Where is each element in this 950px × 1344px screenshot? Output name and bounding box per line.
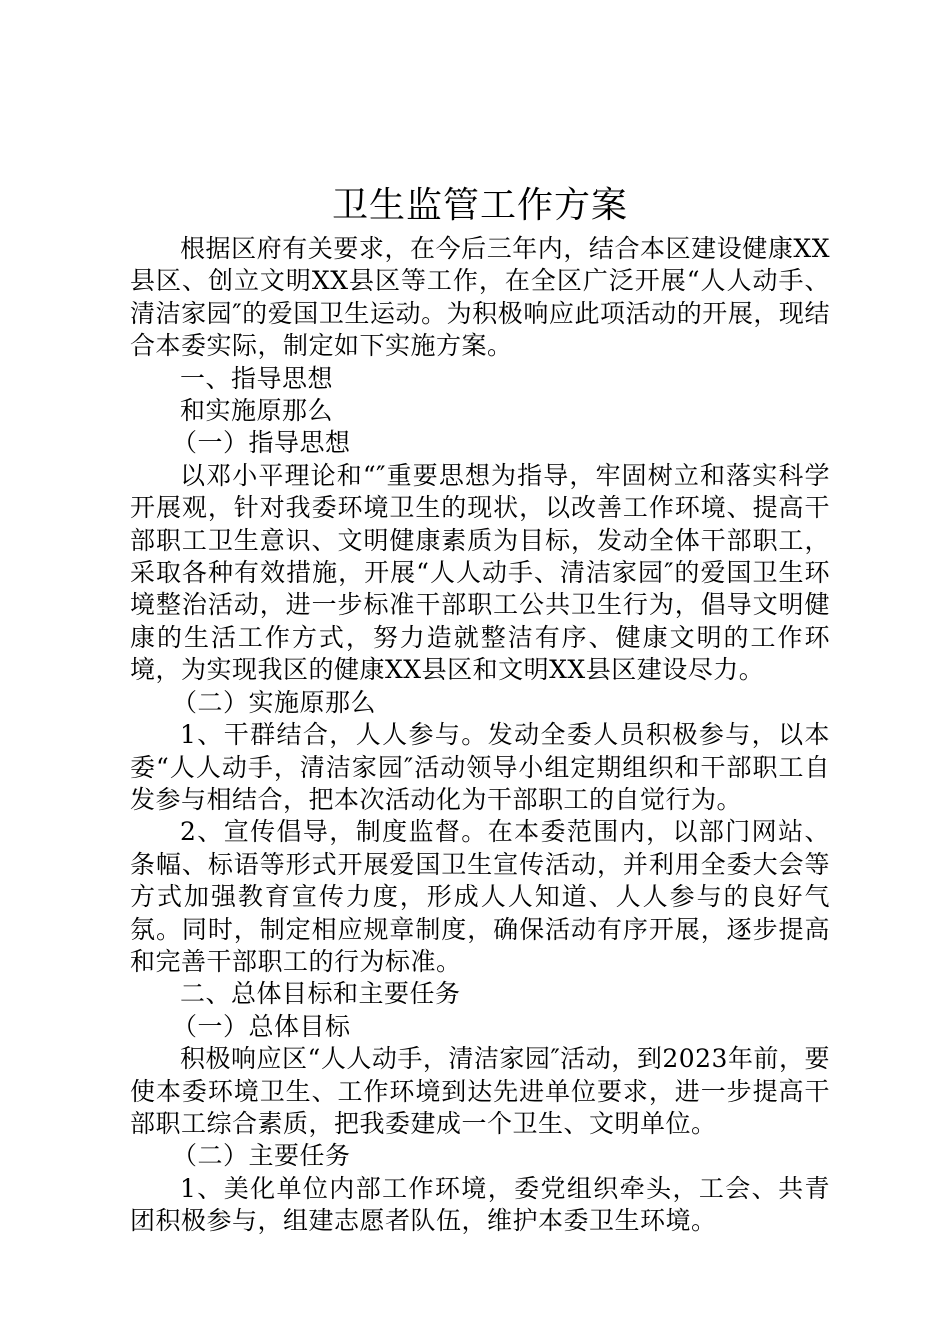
document-page — [130, 183, 830, 1238]
section-heading-guiding-thought: 一、指导思想 — [180, 363, 334, 393]
intro-paragraph: 根据区府有关要求，在今后三年内，结合本区建设健康XX县区、创立文明XX县区等工作，在全区广泛开展“人人动手、清洁家园″的爱国卫生运动。为积极响应此项活动的开展，现结合本委实际，制定如下实施方案。 — [130, 234, 830, 361]
overall-goal-paragraph: 积极响应区“人人动手，清洁家园″活动，到2023年前，要使本委环境卫生、工作环境到达先进单位要求，进一步提高干部职工综合素质，把我委建成一个卫生、文明单位。 — [130, 1044, 830, 1138]
principle-1-paragraph: 1、干群结合，人人参与。发动全委人员积极参与，以本委“人人动手，清洁家园″活动领导小组定期组织和干部职工自发参与相结合，把本次活动化为干部职工的自觉行为。 — [130, 720, 830, 814]
section-heading-goals-tasks: 二、总体目标和主要任务 — [180, 979, 461, 1009]
subheading-principles: （二）实施原那么 — [172, 687, 377, 717]
principle-2-paragraph: 2、宣传倡导，制度监督。在本委范围内，以部门网站、条幅、标语等形式开展爱国卫生宣传活动，并利用全委大会等方式加强教育宣传力度，形成人人知道、人人参与的良好气氛。同时，制定相应规章制度，确保活动有序开展，逐步提高和完善干部职工的行为标准。 — [130, 817, 830, 976]
subheading-main-tasks: （二）主要任务 — [172, 1141, 351, 1171]
subheading-guiding-thought: （一）指导思想 — [172, 428, 351, 458]
section-heading-principles: 和实施原那么 — [180, 396, 334, 426]
guiding-thought-paragraph: 以邓小平理论和“″重要思想为指导，牢固树立和落实科学开展观，针对我委环境卫生的现状，以改善工作环境、提高干部职工卫生意识、文明健康素质为目标，发动全体干部职工，采取各种有效措施，开展“人人动手、清洁家园″的爱国卫生环境整治活动，进一步标准干部职工公共卫生行为，倡导文明健康的生活工作方式，努力造就整洁有序、健康文明的工作环境，为实现我区的健康XX县区和文明XX县区建设尽力。 — [130, 460, 830, 685]
document-title: 卫生监管工作方案 — [331, 185, 628, 226]
subheading-overall-goal: （一）总体目标 — [172, 1011, 351, 1041]
task-1-paragraph: 1、美化单位内部工作环境，委党组织牵头，工会、共青团积极参与，组建志愿者队伍，维护本委卫生环境。 — [130, 1173, 830, 1236]
